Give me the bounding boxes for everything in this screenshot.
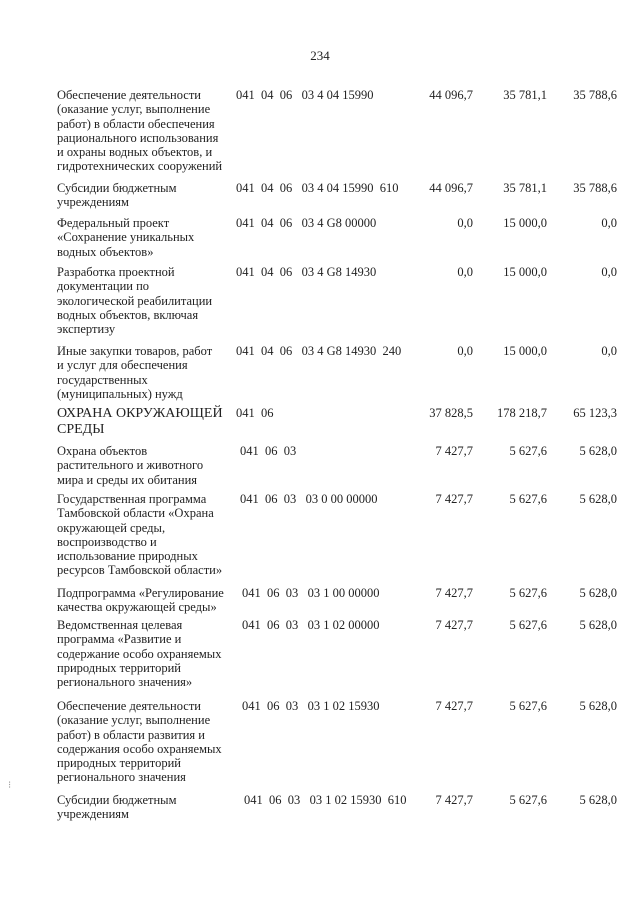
row-value-1: 0,0 [457,216,473,230]
row-code: 041 04 06 03 4 G8 14930 240 [236,344,402,358]
section-title: ОХРАНА ОКРУЖАЮЩЕЙ СРЕДЫ [57,406,223,437]
row-code: 041 04 06 03 4 G8 00000 [236,216,377,230]
row-code: 041 06 [236,406,274,420]
row-value-1: 0,0 [457,265,473,279]
row-value-3: 35 788,6 [573,181,617,195]
row-name: Охрана объектов растительного и животного мира и среды их обитания [57,444,204,487]
row-name: Субсидии бюджетным учреждениям [57,181,177,210]
row-code: 041 04 06 03 4 G8 14930 [236,265,377,279]
row-code: 041 06 03 03 1 02 00000 [242,618,380,632]
row-name: Государственная программа Тамбовской области «Охрана окружающей среды, воспроизводство и использование природных ресурсов Тамбовской области» [57,492,223,578]
row-value-3: 0,0 [601,344,617,358]
row-value-2: 5 627,6 [509,586,547,600]
row-value-2: 35 781,1 [503,181,547,195]
row-name: Разработка проектной документации по экологической реабилитации водных объектов, включая экспертизу [57,265,213,337]
row-value-3: 5 628,0 [579,618,617,632]
row-value-3: 35 788,6 [573,88,617,102]
row-value-1: 44 096,7 [429,181,473,195]
row-code: 041 04 06 03 4 04 15990 610 [236,181,399,195]
row-name: Подпрограмма «Регулирование качества окружающей среды» [57,586,224,615]
page-number: 234 [310,48,330,63]
row-value-3: 5 628,0 [579,492,617,506]
row-value-3: 5 628,0 [579,586,617,600]
row-value-1: 7 427,7 [435,492,473,506]
row-code: 041 06 03 03 0 00 00000 [240,492,378,506]
row-code: 041 06 03 03 1 00 00000 [242,586,380,600]
row-value-3: 0,0 [601,216,617,230]
row-value-1: 7 427,7 [435,586,473,600]
row-name: Обеспечение деятельности (оказание услуг, выполнение работ) в области обеспечения рационального использования и охраны водных объектов, и гидротехнических сооружений [57,88,223,174]
row-code: 041 06 03 03 1 02 15930 610 [244,793,407,807]
row-value-1: 7 427,7 [435,444,473,458]
row-value-2: 15 000,0 [503,344,547,358]
row-value-2: 15 000,0 [503,216,547,230]
row-value-3: 5 628,0 [579,793,617,807]
row-name: Иные закупки товаров, работ и услуг для обеспечения государственных (муниципальных) нужд [57,344,213,401]
row-value-3: 5 628,0 [579,699,617,713]
row-name: Ведомственная целевая программа «Развитие и содержание особо охраняемых природных территорий регионального значения» [57,618,222,690]
row-value-1: 0,0 [457,344,473,358]
row-code: 041 06 03 [240,444,297,458]
row-value-2: 5 627,6 [509,618,547,632]
row-value-1: 7 427,7 [435,793,473,807]
row-value-3: 5 628,0 [579,444,617,458]
row-name: Субсидии бюджетным учреждениям [57,793,177,822]
row-value-2: 178 218,7 [497,406,547,420]
row-code: 041 06 03 03 1 02 15930 [242,699,380,713]
row-value-2: 15 000,0 [503,265,547,279]
row-value-2: 5 627,6 [509,699,547,713]
row-code: 041 04 06 03 4 04 15990 [236,88,374,102]
row-value-3: 0,0 [601,265,617,279]
row-value-1: 7 427,7 [435,699,473,713]
row-value-2: 35 781,1 [503,88,547,102]
row-name: Обеспечение деятельности (оказание услуг, выполнение работ) в области развития и содержания особо охраняемых природных территорий регионального значения [57,699,222,785]
row-value-2: 5 627,6 [509,492,547,506]
row-value-1: 37 828,5 [429,406,473,420]
row-value-2: 5 627,6 [509,793,547,807]
row-value-3: 65 123,3 [573,406,617,420]
row-value-1: 44 096,7 [429,88,473,102]
margin-mark: ⁝ [8,780,12,791]
row-name: Федеральный проект «Сохранение уникальных водных объектов» [57,216,195,259]
row-value-1: 7 427,7 [435,618,473,632]
row-value-2: 5 627,6 [509,444,547,458]
